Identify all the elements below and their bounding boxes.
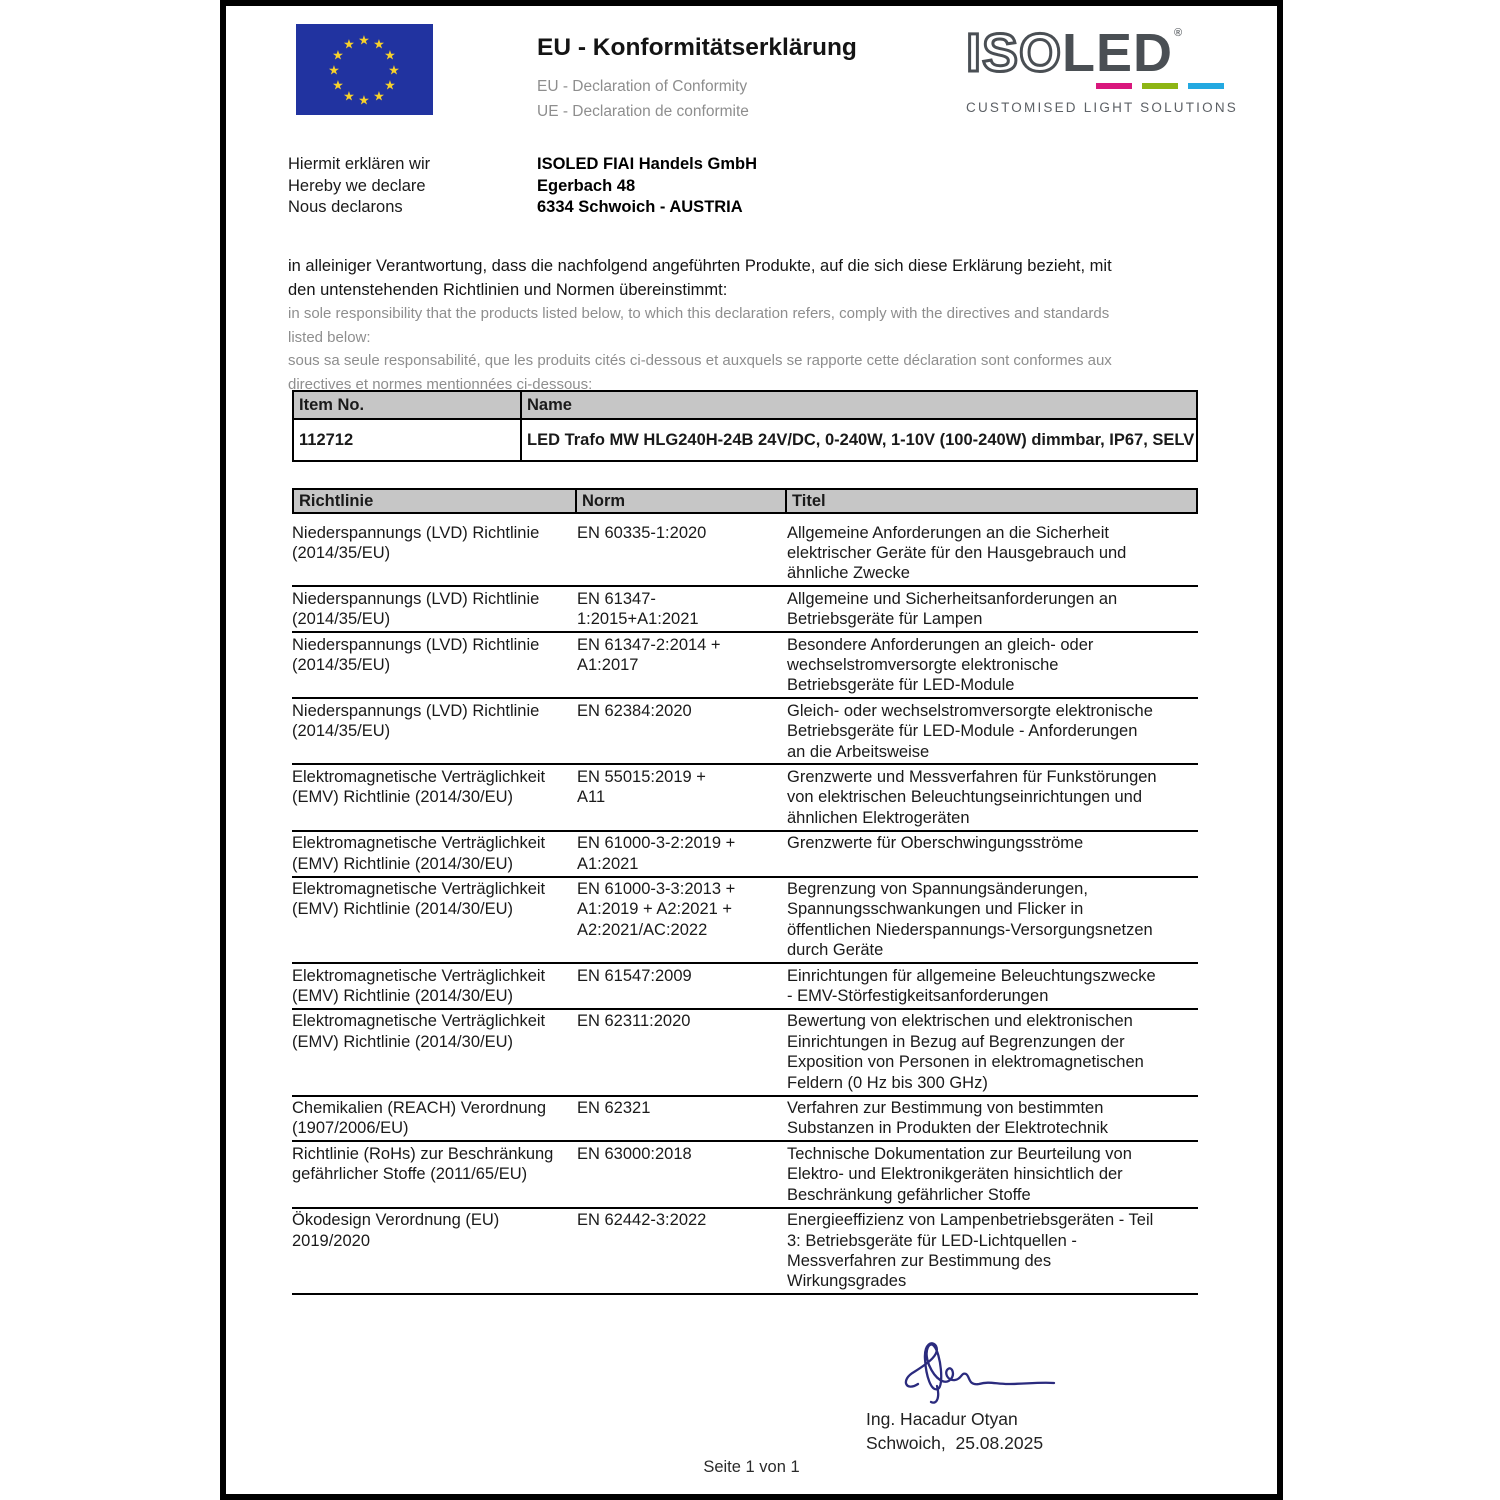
cell-norm: EN 61347-1:2015+A1:2021	[577, 589, 699, 629]
star-icon: ★	[358, 32, 370, 48]
table-row	[292, 1097, 1198, 1143]
cell-titel: Einrichtungen für allgemeine Beleuchtungszwecke - EMV-Störfestigkeitsanforderungen	[787, 966, 1156, 1006]
document-page	[220, 0, 1283, 1500]
header-cell-titel: Titel	[792, 492, 826, 510]
declarer-labels	[288, 154, 537, 219]
cell-richtlinie: Elektromagnetische Verträglichkeit (EMV) Richtlinie (2014/30/EU)	[292, 834, 546, 873]
star-icon: ★	[358, 92, 370, 108]
table-row	[292, 964, 1198, 1010]
cell-richtlinie: Niederspannungs (LVD) Richtlinie (2014/35/EU)	[292, 523, 540, 562]
cell-titel: Allgemeine und Sicherheitsanforderungen an Betriebsgeräte für Lampen	[787, 589, 1118, 629]
cell-richtlinie: Niederspannungs (LVD) Richtlinie (2014/35/EU)	[292, 701, 540, 741]
company-name: ISOLED FIAI Handels GmbH	[537, 155, 758, 173]
cell-richtlinie: Ökodesign Verordnung (EU) 2019/2020	[292, 1211, 500, 1250]
isoled-logo	[966, 23, 1238, 115]
directives-table	[292, 488, 1198, 1295]
signature-block	[866, 1338, 1063, 1455]
table-row	[292, 1142, 1198, 1208]
cell-titel: Begrenzung von Spannungsänderungen, Spannungsschwankungen und Flicker in öffentlichen Niederspannungs-Versorgungsnetzen durch Geräte	[787, 880, 1153, 960]
item-table	[292, 390, 1198, 462]
statement-de-line: den untenstehenden Richtlinien und Normen übereinstimmt:	[288, 280, 728, 299]
cell-norm: EN 55015:2019 + A11	[577, 767, 706, 807]
statement-en-line: in sole responsibility that the products listed below, to which this declaration refers, comply with the directives and standards	[288, 305, 1110, 322]
cell-titel: Gleich- oder wechselstromversorgte elektronische Betriebsgeräte für LED-Module - Anforderungen an die Arbeitsweise	[787, 701, 1153, 761]
star-icon: ★	[328, 62, 340, 78]
title-block	[537, 34, 857, 124]
star-icon: ★	[373, 36, 385, 52]
directives-rows	[292, 521, 1198, 1295]
cell-titel: Energieeffizienz von Lampenbetriebsgeräten - Teil 3: Betriebsgeräte für LED-Lichtquellen - Messverfahren zur Bestimmung des Wirkungsgrades	[787, 1211, 1154, 1291]
star-icon: ★	[343, 88, 355, 104]
statement-de-line: in alleiniger Verantwortung, dass die nachfolgend angeführten Produkte, auf die sich diese Erklärung bezieht, mit	[288, 257, 1112, 275]
table-row	[292, 832, 1198, 878]
cell-norm: EN 60335-1:2020	[577, 523, 707, 542]
cell-richtlinie: Richtlinie (RoHs) zur Beschränkung gefährlicher Stoffe (2011/65/EU)	[292, 1144, 554, 1184]
statement-fr-line: directives et normes mentionnées ci-dessous:	[288, 375, 593, 393]
cell-norm: EN 61347-2:2014 + A1:2017	[577, 635, 721, 674]
directives-table-header	[292, 488, 1198, 514]
cell-richtlinie: Elektromagnetische Verträglichkeit (EMV) Richtlinie (2014/30/EU)	[292, 880, 546, 919]
star-icon: ★	[332, 77, 344, 93]
star-icon: ★	[388, 62, 400, 78]
cell-item-no: 112712	[294, 420, 522, 460]
company-street: Egerbach 48	[537, 176, 636, 195]
header-cell-item-no: Item No.	[294, 392, 522, 418]
registered-mark-icon: ®	[1174, 27, 1184, 39]
cell-titel: Grenzwerte für Oberschwingungsströme	[787, 834, 1084, 853]
table-row	[292, 878, 1198, 965]
cell-norm: EN 62311:2020	[577, 1012, 691, 1031]
cell-richtlinie: Elektromagnetische Verträglichkeit (EMV) Richtlinie (2014/30/EU)	[292, 767, 546, 807]
logo-tagline: CUSTOMISED LIGHT SOLUTIONS	[966, 100, 1238, 115]
table-row	[292, 1209, 1198, 1296]
table-row	[292, 633, 1198, 699]
cell-richtlinie: Elektromagnetische Verträglichkeit (EMV) Richtlinie (2014/30/EU)	[292, 966, 546, 1006]
cell-titel: Technische Dokumentation zur Beurteilung von Elektro- und Elektronikgeräten hinsichtlich der Beschränkung gefährlicher Stoffe	[787, 1144, 1132, 1204]
isoled-logo-wordmark	[966, 23, 1238, 83]
page-footer: Seite 1 von 1	[703, 1458, 800, 1476]
header-cell-richtlinie: Richtlinie	[294, 490, 577, 512]
cell-norm: EN 62442-3:2022	[577, 1211, 707, 1230]
table-row	[294, 420, 1196, 460]
cell-norm: EN 62321	[577, 1099, 651, 1118]
cell-richtlinie: Niederspannungs (LVD) Richtlinie (2014/35/EU)	[292, 635, 540, 674]
star-icon: ★	[332, 47, 344, 63]
header-cell-norm: Norm	[577, 490, 787, 512]
cell-richtlinie: Niederspannungs (LVD) Richtlinie (2014/35/EU)	[292, 589, 540, 629]
logo-iso-text: ISO	[966, 23, 1063, 83]
company-city: 6334 Schwoich - AUSTRIA	[537, 198, 743, 216]
logo-bar-green	[1142, 83, 1178, 89]
table-row	[292, 521, 1198, 587]
table-row	[292, 1010, 1198, 1097]
header-cell-name: Name	[527, 396, 572, 414]
cell-norm: EN 62384:2020	[577, 701, 692, 720]
declarer-label-de: Hiermit erklären wir	[288, 155, 431, 173]
cell-titel: Allgemeine Anforderungen an die Sicherheit elektrischer Geräte für den Hausgebrauch und ähnliche Zwecke	[787, 523, 1127, 583]
star-icon: ★	[373, 88, 385, 104]
subtitle-en: EU - Declaration of Conformity	[537, 78, 748, 95]
subtitle-fr: UE - Declaration de conformite	[537, 103, 749, 120]
cell-titel: Grenzwerte und Messverfahren für Funkstörungen von elektrischen Beleuchtungseinrichtungen und ähnlichen Elektrogeräten	[787, 767, 1157, 827]
item-table-header	[294, 392, 1196, 420]
star-icon: ★	[343, 36, 355, 52]
table-row	[292, 765, 1198, 831]
cell-titel: Bewertung von elektrischen und elektronischen Einrichtungen in Bezug auf Begrenzungen der Exposition von Personen in elektromagnetischen Feldern (0 Hz bis 300 GHz)	[787, 1012, 1144, 1092]
page-title: EU - Konformitätserklärung	[537, 34, 857, 61]
cell-titel: Verfahren zur Bestimmung von bestimmten Substanzen in Produkten der Elektrotechnik	[787, 1099, 1109, 1138]
cell-item-name: LED Trafo MW HLG240H-24B 24V/DC, 0-240W, 1-10V (100-240W) dimmbar, IP67, SELV	[527, 431, 1195, 449]
cell-richtlinie: Elektromagnetische Verträglichkeit (EMV) Richtlinie (2014/30/EU)	[292, 1012, 546, 1051]
signature-place-date: Schwoich, 25.08.2025	[866, 1432, 1044, 1453]
declarer-label-en: Hereby we declare	[288, 176, 426, 195]
statement-fr-line: sous sa seule responsabilité, que les produits cités ci-dessous et auxquels se rapporte cette déclaration sont conformes aux	[288, 352, 1112, 369]
declarer-block	[288, 154, 757, 219]
logo-color-bars	[966, 83, 1224, 89]
eu-flag-icon	[296, 24, 433, 115]
logo-led-text: LED	[1062, 23, 1174, 83]
signature-icon	[888, 1338, 1063, 1408]
cell-norm: EN 61000-3-2:2019 + A1:2021	[577, 834, 736, 873]
declarer-label-fr: Nous declarons	[288, 198, 403, 216]
logo-bar-pink	[1096, 83, 1132, 89]
table-row	[292, 699, 1198, 765]
cell-norm: EN 63000:2018	[577, 1144, 692, 1163]
cell-norm: EN 61547:2009	[577, 966, 692, 985]
cell-titel: Besondere Anforderungen an gleich- oder wechselstromversorgte elektronische Betriebsgeräte für LED-Module	[787, 635, 1094, 695]
cell-richtlinie: Chemikalien (REACH) Verordnung (1907/2006/EU)	[292, 1099, 547, 1138]
company-address	[537, 154, 757, 219]
statement-block	[288, 255, 1112, 396]
table-row	[292, 587, 1198, 633]
signatory-name: Ing. Hacadur Otyan	[866, 1409, 1018, 1429]
statement-en-line: listed below:	[288, 328, 371, 346]
star-icon: ★	[384, 47, 396, 63]
star-icon: ★	[384, 77, 396, 93]
logo-bar-blue	[1188, 83, 1224, 89]
cell-norm: EN 61000-3-3:2013 + A1:2019 + A2:2021 + A2:2021/AC:2022	[577, 880, 736, 939]
